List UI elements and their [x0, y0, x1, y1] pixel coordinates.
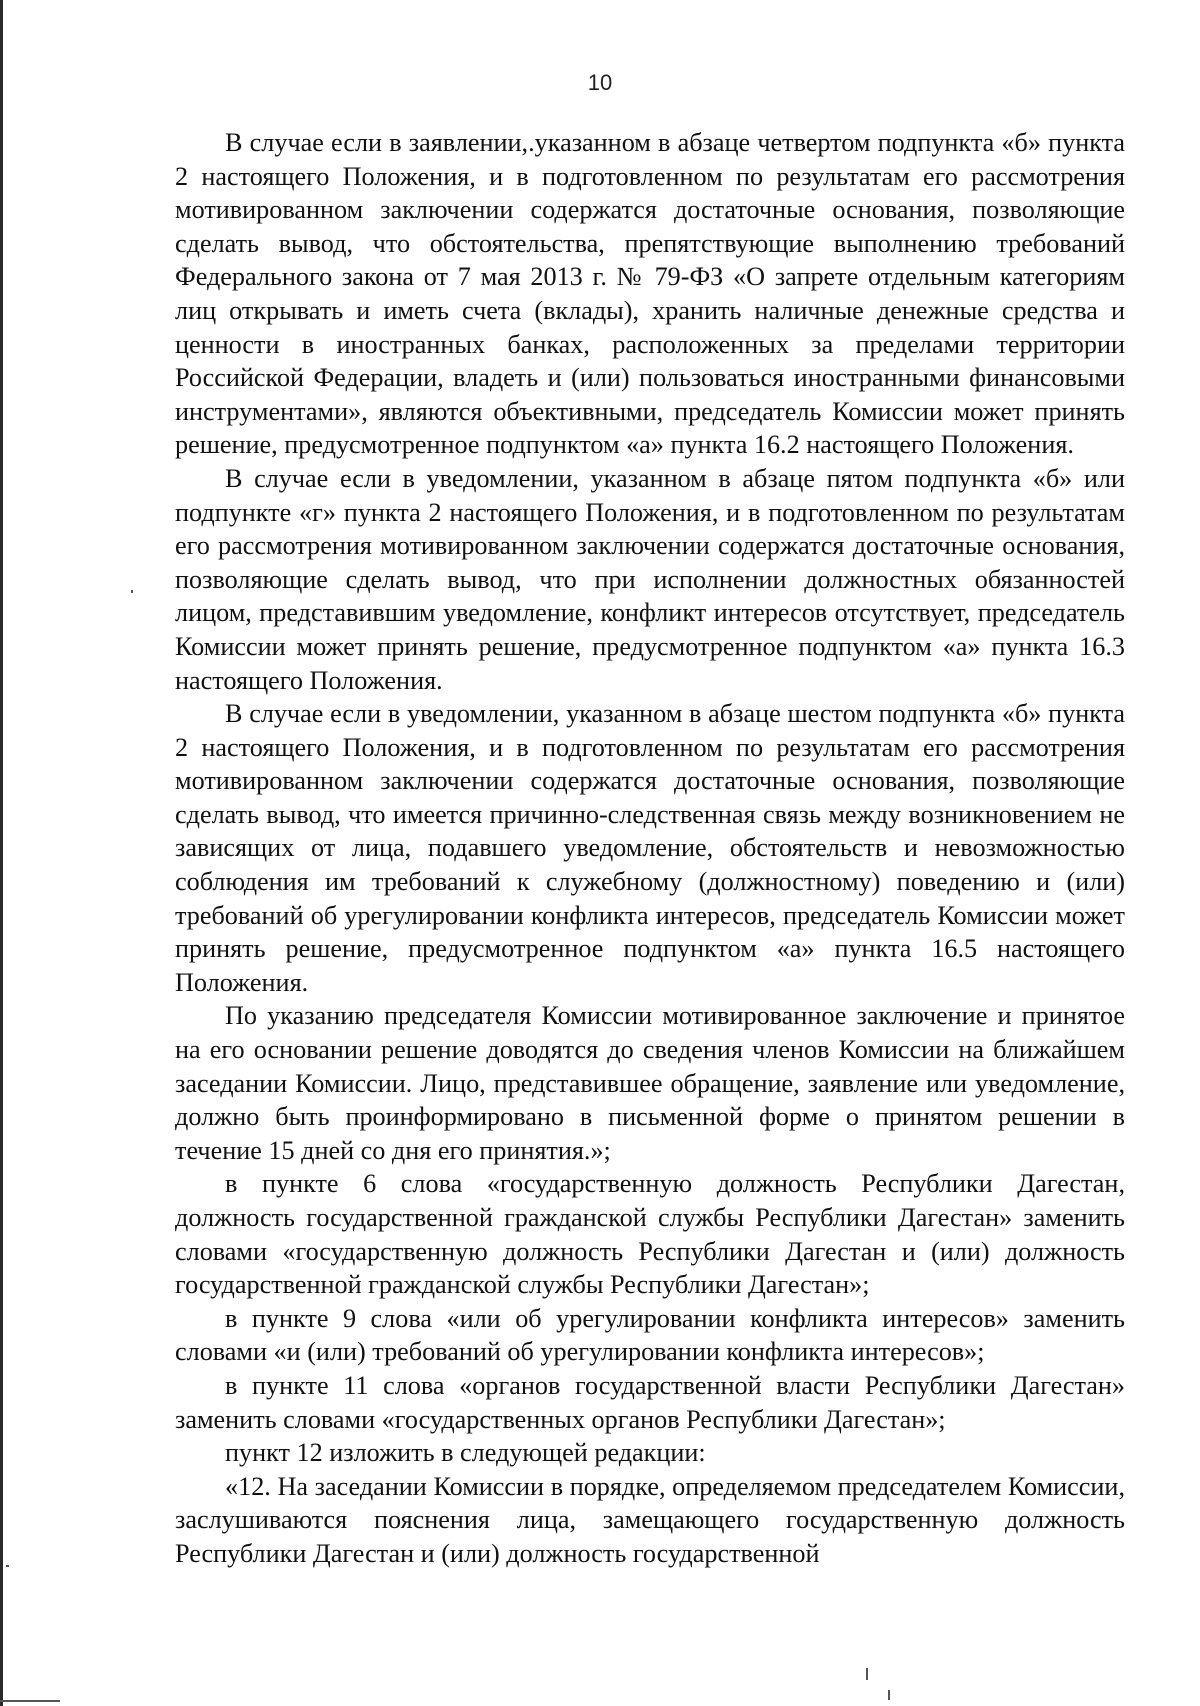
paragraph-amend-clause-9: в пункте 9 слова «или об урегулировании конфликта интересов» заменить словами «и (или) требований об урегулировании конфликта интересов»; [175, 1303, 1125, 1367]
scan-speck [6, 1565, 9, 1567]
scan-speck [131, 590, 133, 593]
paragraph-decision-notice-conflict: В случае если в уведомлении, указанном в абзаце пятом подпункта «б» или подпункте «г» пункта 2 настоящего Положения, и в подготовленном по результатам его рассмотрения мотивированном заключении содержатся достаточные основания, позволяющие сделать вывод, что при исполнении должностных обязанностей лицом, представившим уведомление, конфликт интересов отсутствует, председатель Комиссии может принять решение, предусмотренное подпунктом «а» пункта 16.3 настоящего Положения. [175, 463, 1125, 695]
scan-speck [888, 1690, 890, 1700]
paragraph-clause-12-text: «12. На заседании Комиссии в порядке, определяемом председателем Комиссии, заслушиваются пояснения лица, замещающего государственную должность Республики Дагестан и (или) должность государственной [175, 1471, 1125, 1568]
scan-left-edge [0, 0, 3, 1706]
scan-speck [0, 1700, 60, 1702]
paragraph-clause-12-intro: пункт 12 изложить в следующей редакции: [225, 1438, 706, 1468]
document-body [175, 126, 1125, 1571]
paragraph-informing-members: По указанию председателя Комиссии мотивированное заключение и принятое на его основании решение доводятся до сведения членов Комиссии на ближайшем заседании Комиссии. Лицо, представившее обращение, заявление или уведомление, должно быть проинформировано в письменной форме о принятом решении в течение 15 дней со дня его принятия.»; [175, 1001, 1125, 1165]
paragraph-decision-notice-circumstances: В случае если в уведомлении, указанном в абзаце шестом подпункта «б» пункта 2 настоящего Положения, и в подготовленном по результатам его рассмотрения мотивированном заключении содержатся достаточные основания, позволяющие сделать вывод, что имеется причинно-следственная связь между возникновением не зависящих от лица, подавшего уведомление, обстоятельств и невозможностью соблюдения им требований к служебному (должностному) поведению и (или) требований об урегулировании конфликта интересов, председатель Комиссии может принять решение, предусмотренное подпунктом «а» пункта 16.5 настоящего Положения. [175, 699, 1125, 997]
scan-speck [866, 1668, 868, 1680]
page-number: 10 [587, 70, 613, 95]
paragraph-amend-clause-11: в пункте 11 слова «органов государственной власти Республики Дагестан» заменить словами «государственных органов Республики Дагестан»; [175, 1370, 1125, 1434]
paragraph-decision-application: В случае если в заявлении,.указанном в абзаце четвертом подпункта «б» пункта 2 настоящего Положения, и в подготовленном по результатам его рассмотрения мотивированном заключении содержатся достаточные основания, позволяющие сделать вывод, что обстоятельства, препятствующие выполнению требований Федерального закона от 7 мая 2013 г. № 79-ФЗ «О запрете отдельным категориям лиц открывать и иметь счета (вклады), хранить наличные денежные средства и ценности в иностранных банках, расположенных за пределами территории Российской Федерации, владеть и (или) пользоваться иностранными финансовыми инструментами», являются объективными, председатель Комиссии может принять решение, предусмотренное подпунктом «а» пункта 16.2 настоящего Положения. [175, 128, 1125, 460]
paragraph-amend-clause-6: в пункте 6 слова «государственную должность Республики Дагестан, должность государственной гражданской службы Республики Дагестан» заменить словами «государственную должность Республики Дагестан и (или) должность государственной гражданской службы Республики Дагестан»; [175, 1169, 1125, 1300]
